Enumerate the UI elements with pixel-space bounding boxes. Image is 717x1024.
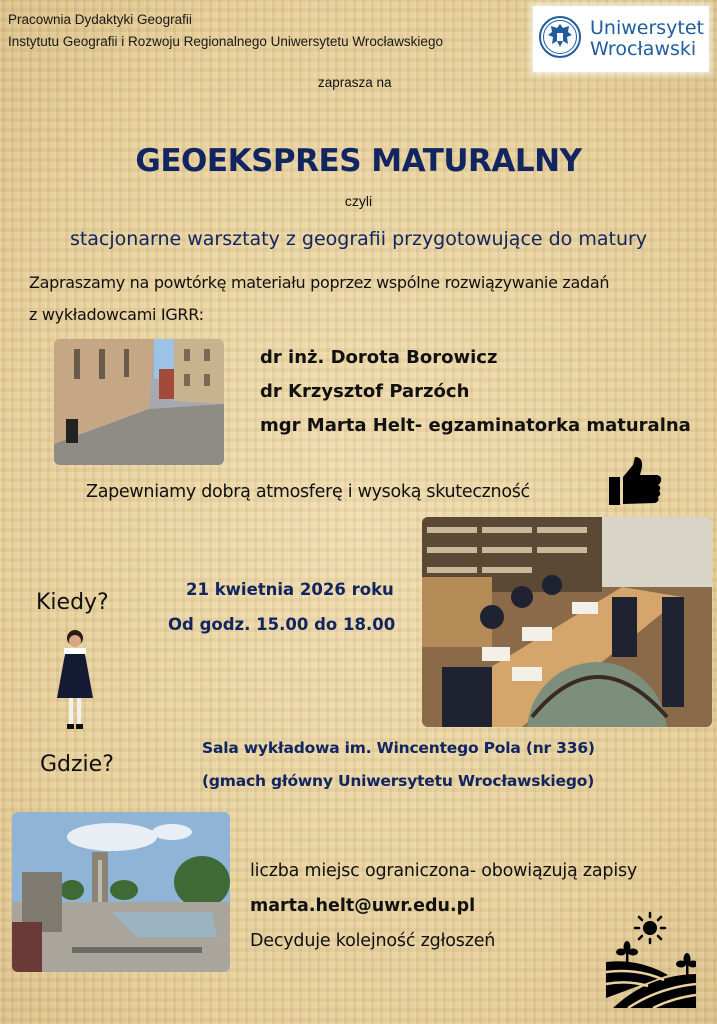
venue-building: (gmach główny Uniwersytetu Wrocławskiego) xyxy=(202,772,595,790)
where-label: Gdzie? xyxy=(40,752,114,777)
subtitle: stacjonarne warsztaty z geografii przygotowujące do matury xyxy=(69,228,648,250)
page-title: GEOEKSPRES MATURALNY xyxy=(135,143,582,179)
registration-email[interactable]: marta.helt@uwr.edu.pl xyxy=(250,896,476,916)
event-date: 21 kwietnia 2026 roku xyxy=(186,580,394,599)
lecturer-3: mgr Marta Helt- egzaminatorka maturalna xyxy=(260,415,691,436)
intro-line-1: Zapraszamy na powtórkę materiału poprzez wspólne rozwiązywanie zadań xyxy=(29,273,610,292)
org-line-2: Instytutu Geografii i Rozwoju Regionalnego Uniwersytetu Wrocławskiego xyxy=(8,34,443,49)
when-label: Kiedy? xyxy=(36,590,109,615)
thumbs-up-icon xyxy=(607,457,663,512)
lecturers-list xyxy=(260,341,691,443)
lecturer-2: dr Krzysztof Parzóch xyxy=(260,381,470,402)
promise-text: Zapewniamy dobrą atmosferę i wysoką skuteczność xyxy=(86,482,530,502)
event-time: Od godz. 15.00 do 18.00 xyxy=(168,615,396,634)
org-line-1: Pracownia Dydaktyki Geografii xyxy=(8,12,192,27)
venue-room: Sala wykładowa im. Wincentego Pola (nr 336) xyxy=(202,739,595,757)
registration-limit: liczba miejsc ograniczona- obowiązują zapisy xyxy=(250,861,638,881)
farm-field-sun-icon xyxy=(598,910,696,1013)
thinking-girl-photo xyxy=(55,628,95,737)
university-logo xyxy=(533,6,709,72)
invites-text: zaprasza na xyxy=(318,75,392,90)
logo-line-1: Uniwersytet xyxy=(590,17,704,39)
registration-order: Decyduje kolejność zgłoszeń xyxy=(250,931,496,951)
logo-text xyxy=(590,18,704,60)
title-connector: czyli xyxy=(344,193,373,209)
square-monument-photo xyxy=(12,812,230,972)
street-photo xyxy=(54,339,224,465)
intro-line-2: z wykładowcami IGRR: xyxy=(29,305,204,324)
lecturer-1: dr inż. Dorota Borowicz xyxy=(260,347,498,368)
library-workshop-photo xyxy=(422,517,712,727)
eagle-crest-icon xyxy=(538,15,582,64)
logo-line-2: Wrocławski xyxy=(590,38,697,60)
